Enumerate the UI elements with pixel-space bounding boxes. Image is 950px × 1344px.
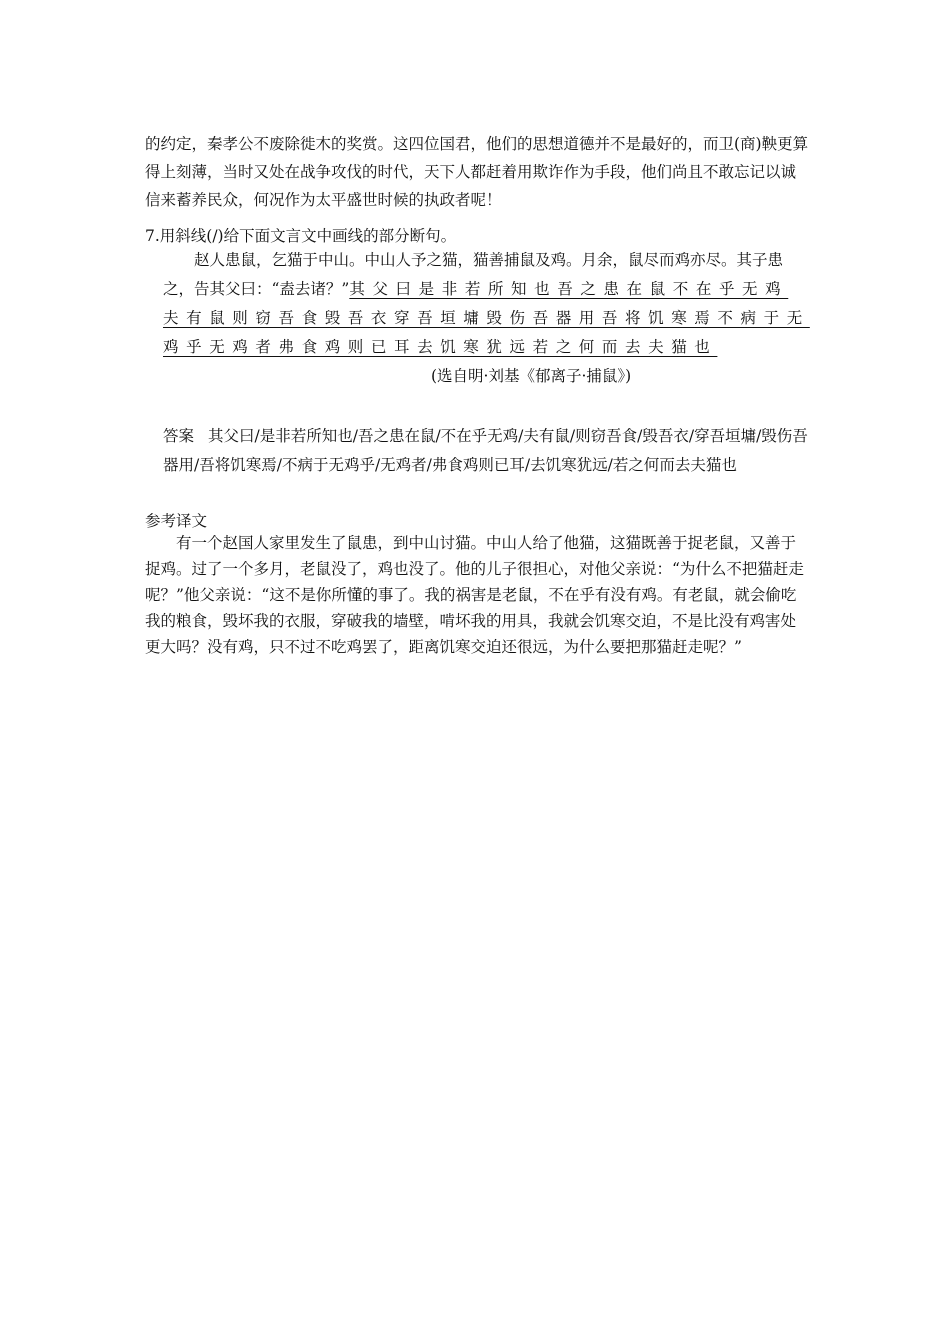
passage-plain-text: 赵人患鼠，乞猫于中山。中山人予之猫，猫善捕鼠及鸡。月余，鼠尽而鸡亦尽。其子患之，告其父曰：“盍去诸？” bbox=[163, 251, 784, 298]
passage-underlined-text: 其父曰是非若所知也吾之患在鼠不在乎无鸡夫有鼠则窃吾食毁吾衣穿吾垣墉毁伤吾器用吾将饥寒焉不病于无鸡乎无鸡者弗食鸡则已耳去饥寒犹远若之何而去夫猫也 bbox=[163, 280, 810, 356]
continuation-paragraph: 的约定，秦孝公不废除徙木的奖赏。这四位国君，他们的思想道德并不是最好的，而卫(商)鞅更算得上刻薄，当时又处在战争攻伐的时代，天下人都赶着用欺诈作为手段，他们尚且不敢忘记以诚信来蓄养民众，何况作为太平盛世时候的执政者呢！ bbox=[145, 135, 809, 209]
translation-title: 参考译文 bbox=[145, 512, 208, 530]
answer-text: 其父曰/是非若所知也/吾之患在鼠/不在乎无鸡/夫有鼠/则窃吾食/毁吾衣/穿吾垣墉/毁伤吾器用/吾将饥寒焉/不病于无鸡乎/无鸡者/弗食鸡则已耳/去饥寒犹远/若之何而去夫猫也 bbox=[163, 427, 808, 474]
classical-passage bbox=[163, 246, 810, 391]
passage-source: (选自明·刘基《郁离子·捕鼠》) bbox=[431, 367, 632, 385]
answer-label: 答案 bbox=[163, 427, 195, 445]
translation-text: 有一个赵国人家里发生了鼠患，到中山讨猫。中山人给了他猫，这猫既善于捉老鼠，又善于捉鸡。过了一个多月，老鼠没了，鸡也没了。他的儿子很担心，对他父亲说：“为什么不把猫赶走呢？”他父亲说：“这不是你所懂的事了。我的祸害是老鼠，不在乎有没有鸡。有老鼠，就会偷吃我的粮食，毁坏我的衣服，穿破我的墙壁，啃坏我的用具，我就会饥寒交迫，不是比没有鸡害处更大吗？没有鸡，只不过不吃鸡罢了，距离饥寒交迫还很远，为什么要把那猫赶走呢？” bbox=[145, 534, 804, 656]
question-title: 7.用斜线(/)给下面文言文中画线的部分断句。 bbox=[145, 227, 457, 245]
answer-block bbox=[163, 422, 810, 480]
